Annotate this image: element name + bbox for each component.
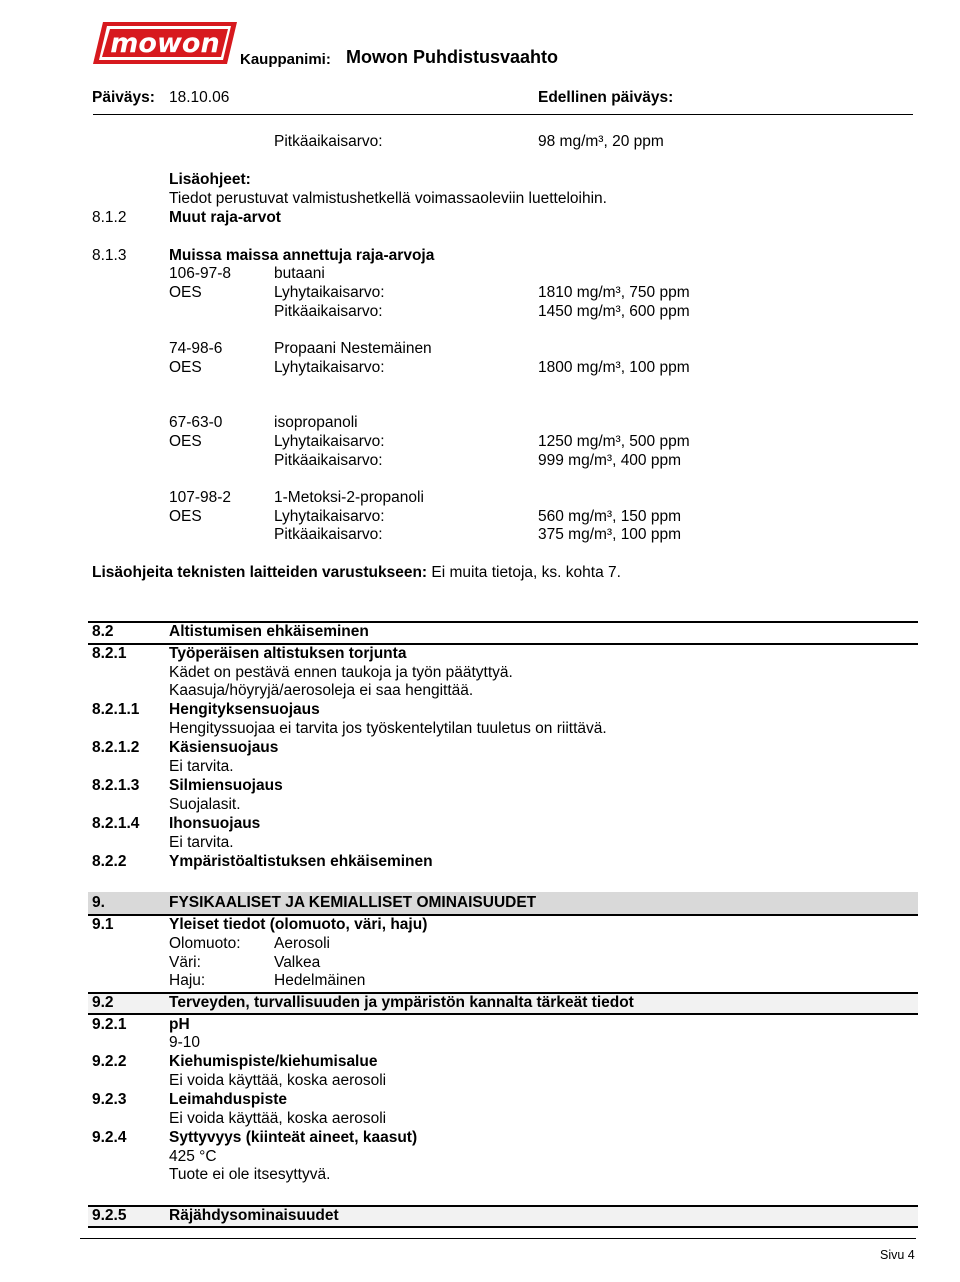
section-8-2-1-1-number: 8.2.1.1: [92, 701, 140, 718]
logo-text: mowon: [110, 28, 220, 59]
section-8-2-1-4-title: Ihonsuojaus: [169, 815, 261, 832]
text-line: Ei tarvita.: [169, 758, 234, 775]
cas-number: 67-63-0: [169, 414, 223, 431]
section-8-2-1-title: Työperäisen altistuksen torjunta: [169, 645, 407, 662]
technical-note-label: Lisäohjeita teknisten laitteiden varustukseen:: [92, 564, 428, 581]
extra-instructions-text: Tiedot perustuvat valmistushetkellä voimassaoleviin luetteloihin.: [169, 190, 607, 207]
extra-instructions-title: Lisäohjeet:: [169, 171, 251, 188]
color-label: Väri:: [169, 954, 201, 971]
text-line: Hengityssuojaa ei tarvita jos työskentelytilan tuuletus on riittävä.: [169, 720, 607, 737]
short-term-value: 560 mg/m³, 150 ppm: [538, 508, 682, 525]
odor-value: Hedelmäinen: [274, 972, 366, 989]
section-8-2-1-2-number: 8.2.1.2: [92, 739, 140, 756]
section-9-2-5-title: Räjähdysominaisuudet: [169, 1207, 339, 1224]
trade-name-value: Mowon Puhdistusvaahto: [346, 47, 559, 67]
short-term-label: Lyhytaikaisarvo:: [274, 508, 385, 525]
oes-label: OES: [169, 284, 202, 301]
section-9-2-3-title: Leimahduspiste: [169, 1091, 287, 1108]
form-value: Aerosoli: [274, 935, 330, 952]
trade-name-label: Kauppanimi:: [240, 51, 331, 68]
text-line: Tuote ei ole itsesyttyvä.: [169, 1166, 331, 1183]
odor-label: Haju:: [169, 972, 206, 989]
section-9-2-4-title: Syttyvyys (kiinteät aineet, kaasut): [169, 1129, 418, 1146]
short-term-value: 1800 mg/m³, 100 ppm: [538, 359, 690, 376]
oes-label: OES: [169, 433, 202, 450]
section-8-1-3-title: Muissa maissa annettuja raja-arvoja: [169, 247, 435, 264]
technical-note: [92, 564, 621, 582]
long-term-label: Pitkäaikaisarvo:: [274, 526, 383, 543]
substance-name: isopropanoli: [274, 414, 358, 431]
section-9-2-1-title: pH: [169, 1016, 190, 1033]
text-line: Ei voida käyttää, koska aerosoli: [169, 1110, 387, 1127]
form-label: Olomuoto:: [169, 935, 241, 952]
long-term-label: Pitkäaikaisarvo:: [274, 133, 383, 150]
long-term-value: 999 mg/m³, 400 ppm: [538, 452, 682, 469]
oes-label: OES: [169, 359, 202, 376]
short-term-value: 1810 mg/m³, 750 ppm: [538, 284, 690, 301]
section-9-2-1-number: 9.2.1: [92, 1016, 127, 1033]
section-8-2-1-number: 8.2.1: [92, 645, 127, 662]
long-term-label: Pitkäaikaisarvo:: [274, 452, 383, 469]
long-term-label: Pitkäaikaisarvo:: [274, 303, 383, 320]
text-line: Kädet on pestävä ennen taukoja ja työn päätyttyä.: [169, 664, 513, 681]
header-divider: [93, 114, 913, 115]
section-9-2-2-number: 9.2.2: [92, 1053, 127, 1070]
section-8-1-2-number: 8.1.2: [92, 209, 127, 226]
oes-label: OES: [169, 508, 202, 525]
section-8-2-1-3-number: 8.2.1.3: [92, 777, 140, 794]
section-9-2-2-title: Kiehumispiste/kiehumisalue: [169, 1053, 378, 1070]
section-9-2-5-number: 9.2.5: [92, 1207, 127, 1224]
section-8-2-1-2-title: Käsiensuojaus: [169, 739, 279, 756]
text-line: Kaasuja/höyryjä/aerosoleja ei saa hengittää.: [169, 682, 474, 699]
page-number: Sivu 4: [880, 1248, 915, 1262]
date-value: 18.10.06: [169, 89, 230, 106]
text-line: 425 °C: [169, 1148, 217, 1165]
substance-name: butaani: [274, 265, 325, 282]
footer-divider: [80, 1238, 916, 1239]
section-9-1-number: 9.1: [92, 916, 114, 933]
section-8-2-1-4-number: 8.2.1.4: [92, 815, 140, 832]
section-9-2-title: Terveyden, turvallisuuden ja ympäristön kannalta tärkeät tiedot: [169, 994, 634, 1011]
text-line: Suojalasit.: [169, 796, 241, 813]
section-8-2-2-title: Ympäristöaltistuksen ehkäiseminen: [169, 853, 433, 870]
previous-date-label: Edellinen päiväys:: [538, 89, 674, 106]
section-8-1-3-number: 8.1.3: [92, 247, 127, 264]
long-term-value: 375 mg/m³, 100 ppm: [538, 526, 682, 543]
section-9-2-3-number: 9.2.3: [92, 1091, 127, 1108]
text-line: 9-10: [169, 1034, 201, 1051]
section-9-title: FYSIKAALISET JA KEMIALLISET OMINAISUUDET: [169, 894, 537, 911]
cas-number: 74-98-6: [169, 340, 223, 357]
section-9-2-4-number: 9.2.4: [92, 1129, 127, 1146]
substance-name: 1-Metoksi-2-propanoli: [274, 489, 424, 506]
section-9-2-number: 9.2: [92, 994, 114, 1011]
cas-number: 107-98-2: [169, 489, 232, 506]
company-logo: [93, 20, 237, 66]
text-line: Ei tarvita.: [169, 834, 234, 851]
section-8-2-1-3-title: Silmiensuojaus: [169, 777, 283, 794]
technical-note-value: Ei muita tietoja, ks. kohta 7.: [431, 564, 621, 581]
color-value: Valkea: [274, 954, 321, 971]
long-term-value: 1450 mg/m³, 600 ppm: [538, 303, 690, 320]
section-8-1-2-title: Muut raja-arvot: [169, 209, 281, 226]
date-label: Päiväys:: [92, 89, 155, 106]
short-term-label: Lyhytaikaisarvo:: [274, 433, 385, 450]
substance-name: Propaani Nestemäinen: [274, 340, 432, 357]
section-8-2-2-number: 8.2.2: [92, 853, 127, 870]
section-8-2-number: 8.2: [92, 623, 114, 640]
section-9-number: 9.: [92, 894, 105, 911]
short-term-label: Lyhytaikaisarvo:: [274, 359, 385, 376]
section-8-2-1-1-title: Hengityksensuojaus: [169, 701, 320, 718]
long-term-value: 98 mg/m³, 20 ppm: [538, 133, 664, 150]
short-term-value: 1250 mg/m³, 500 ppm: [538, 433, 690, 450]
short-term-label: Lyhytaikaisarvo:: [274, 284, 385, 301]
cas-number: 106-97-8: [169, 265, 232, 282]
section-9-1-title: Yleiset tiedot (olomuoto, väri, haju): [169, 916, 428, 933]
section-8-2-title: Altistumisen ehkäiseminen: [169, 623, 369, 640]
text-line: Ei voida käyttää, koska aerosoli: [169, 1072, 387, 1089]
